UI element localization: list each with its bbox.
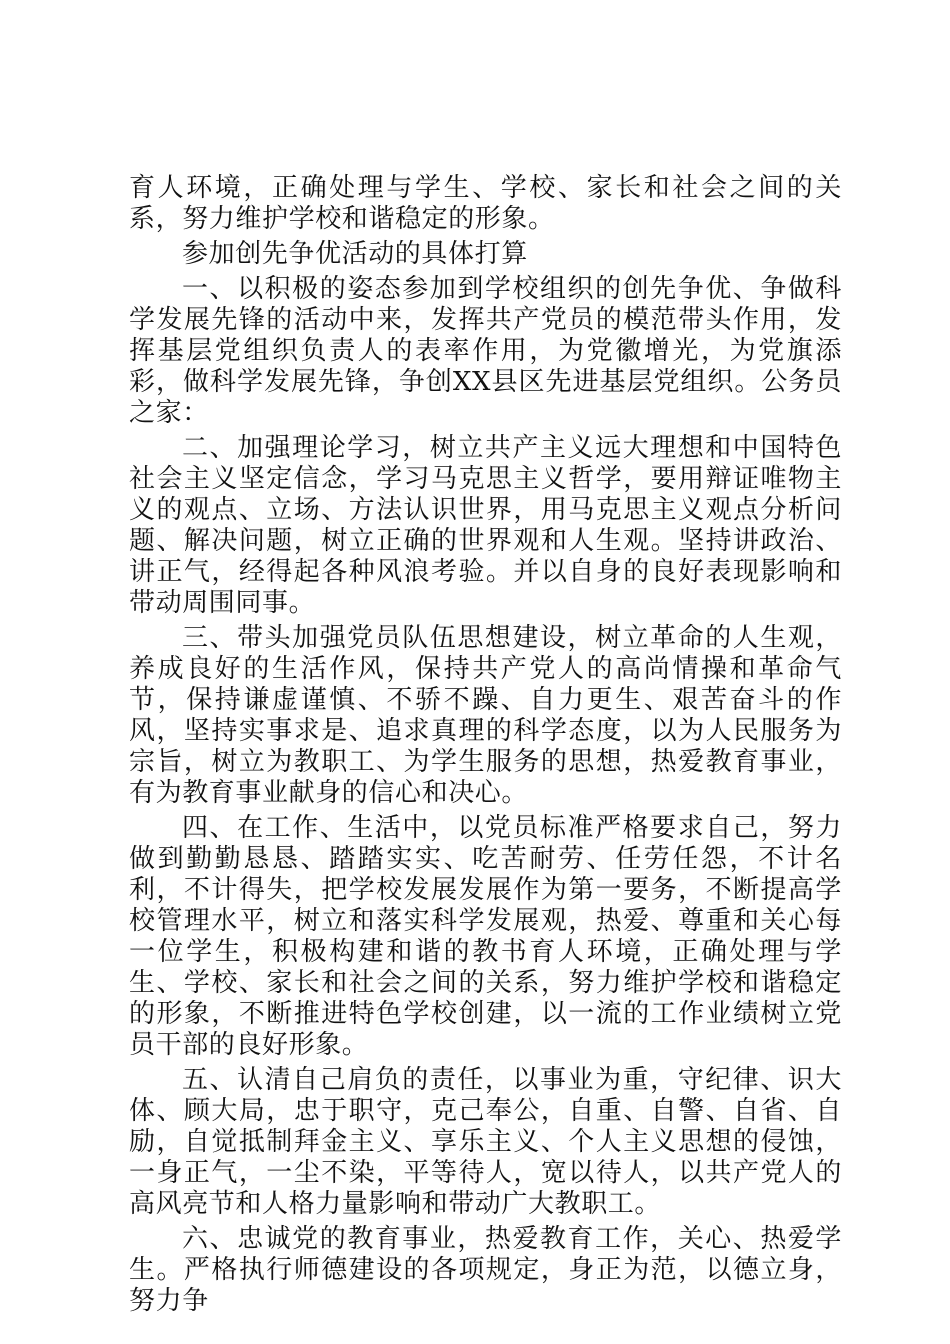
- paragraph-continuation: 育人环境，正确处理与学生、学校、家长和社会之间的关系，努力维护学校和谐稳定的形象。: [129, 173, 842, 234]
- section-heading: 参加创先争优活动的具体打算: [182, 239, 528, 269]
- paragraph-5: 五、认清自己肩负的责任，以事业为重，守纪律、识大体、顾大局，忠于职守，克己奉公，自重、自警、自省、自励，自觉抵制拜金主义、享乐主义、个人主义思想的侵蚀，一身正气，一尘不染，平等待人，宽以待人，以共产党人的高风亮节和人格力量影响和带动广大教职工。: [129, 1065, 842, 1219]
- paragraph-2: 二、加强理论学习，树立共产主义远大理想和中国特色社会主义坚定信念，学习马克思主义哲学，要用辩证唯物主义的观点、立场、方法认识世界，用马克思主义观点分析问题、解决问题，树立正确的世界观和人生观。坚持讲政治、讲正气，经得起各种风浪考验。并以自身的良好表现影响和带动周围同事。: [129, 433, 842, 618]
- paragraph-1: 一、以积极的姿态参加到学校组织的创先争优、争做科学发展先锋的活动中来，发挥共产党员的模范带头作用，发挥基层党组织负责人的表率作用，为党徽增光，为党旗添彩，做科学发展先锋，争创XX县区先进基层党组织。公务员之家：: [129, 274, 842, 428]
- paragraph-4: 四、在工作、生活中，以党员标准严格要求自己，努力做到勤勤恳恳、踏踏实实、吃苦耐劳、任劳任怨，不计名利，不计得失，把学校发展发展作为第一要务，不断提高学校管理水平，树立和落实科学发展观，热爱、尊重和关心每一位学生，积极构建和谐的教书育人环境，正确处理与学生、学校、家长和社会之间的关系，努力维护学校和谐稳定的形象，不断推进特色学校创建，以一流的工作业绩树立党员干部的良好形象。: [129, 813, 842, 1060]
- document-body: [129, 173, 842, 1321]
- paragraph-3: 三、带头加强党员队伍思想建设，树立革命的人生观，养成良好的生活作风，保持共产党人的高尚情操和革命气节，保持谦虚谨慎、不骄不躁、自力更生、艰苦奋斗的作风，坚持实事求是、追求真理的科学态度，以为人民服务为宗旨，树立为教职工、为学生服务的思想，热爱教育事业，有为教育事业献身的信心和决心。: [129, 623, 842, 808]
- paragraph-6: 六、忠诚党的教育事业，热爱教育工作，关心、热爱学生。严格执行师德建设的各项规定，身正为范，以德立身，努力争: [129, 1224, 842, 1316]
